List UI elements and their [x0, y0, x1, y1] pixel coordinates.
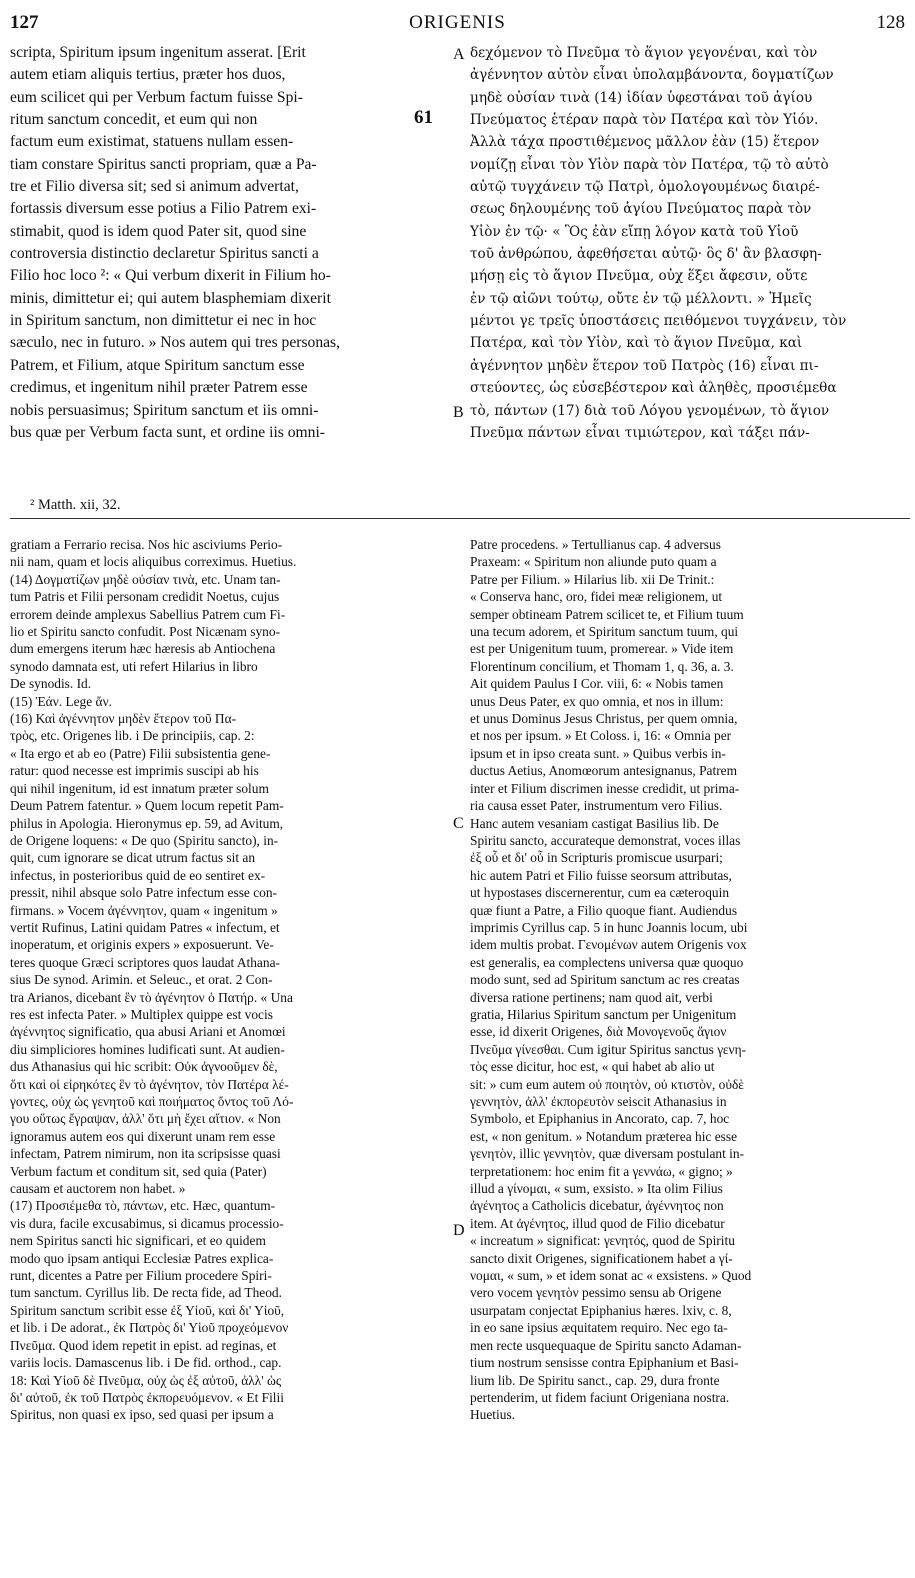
separator-rule	[10, 518, 910, 519]
note-line: modo quo ipsam antiqui Ecclesiæ Patres explica-	[10, 1250, 274, 1266]
latin-text-line: stimabit, quod is idem quod Pater sit, quod sine	[10, 222, 307, 240]
note-line: Patre per Filium. » Hilarius lib. xii De Trinit.:	[470, 571, 715, 587]
note-line: illud a γίνομαι, « sum, exsisto. » Ita olim Filius	[470, 1181, 723, 1197]
notes-right-column	[470, 536, 906, 1424]
latin-text-line: nobis persuasimus; Spiritum sanctum et iis omni-	[10, 401, 319, 419]
note-line: unus Deus Pater, ex quo omnia, et nos in illum:	[470, 693, 724, 709]
margin-marker-c: C	[453, 815, 464, 832]
note-line: gratia, Hilarius Spiritum sanctum per Unigenitum	[470, 1006, 737, 1022]
latin-text-line: tiam constare Spiritus sancti propriam, quæ a Pa-	[10, 155, 317, 173]
note-line: item. At ἀγένητος, illud quod de Filio dicebatur	[470, 1215, 725, 1231]
latin-text-line: ritum sanctum concedit, et eum qui non	[10, 111, 258, 129]
note-line: sius De synod. Arimin. et Seleuc., et orat. 2 Con-	[10, 972, 273, 988]
note-line: Ait quidem Paulus I Cor. viii, 6: « Nobis tamen	[470, 676, 724, 692]
note-line: pressit, nihil absque solo Patre infectum esse con-	[10, 885, 278, 901]
note-line: τρὸς, etc. Origenes lib. i De principiis, cap. 2:	[10, 728, 255, 744]
note-line: infectam, Patrem nimirum, non ita scripsisse quasi	[10, 1146, 281, 1162]
note-line: vis dura, facile excusabimus, si dicamus processio-	[10, 1215, 284, 1231]
footnote: ² Matth. xii, 32.	[30, 497, 121, 513]
latin-text-line: fortassis diversum esse potius a Filio Patrem exi-	[10, 200, 317, 218]
note-line: inoperatum, et originis expers » exposuerunt. Ve-	[10, 937, 274, 953]
note-line: terpretationem: hoc enim fit a γεννάω, « gigno; »	[470, 1163, 733, 1179]
greek-text-line: νομίζῃ εἶναι τὸν Υἱὸν παρὰ τὸν Πατέρα, τῷ τὸ αὐτὸ	[470, 156, 829, 173]
note-line: nem Spiritus sancti hic significari, et eo quidem	[10, 1233, 266, 1249]
note-line: Spiritu sancto, accurateque demonstrat, voces illas	[470, 832, 741, 848]
page-number-left: 127	[10, 12, 39, 33]
latin-text-line: eum scilicet qui per Verbum factum fuisse Spi-	[10, 88, 303, 106]
note-line: Verbum factum et conditum sit, sed quia (Pater)	[10, 1163, 267, 1179]
note-line: ἀγέννητος significatio, qua abusi Ariani et Anomœi	[10, 1024, 286, 1040]
note-line: Huetius.	[470, 1407, 516, 1423]
note-line: « Conserva hanc, oro, fidei meæ religionem, ut	[470, 589, 723, 605]
note-line: causam et auctorem non habet. »	[10, 1181, 186, 1197]
running-title: ORIGENIS	[409, 12, 506, 33]
latin-text-line: tre et Filio diversa sit; sed si animum advertat,	[10, 178, 299, 196]
note-line: τὸς esse dicitur, hoc est, « qui habet ab alio ut	[470, 1059, 715, 1075]
greek-text-line: στεύοντες, ὡς εὐσεβέστερον καὶ ἀληθὲς, προσιέμεθα	[470, 380, 837, 397]
latin-text-line: controversia distinctio declaretur Spiritus sancti a	[10, 245, 319, 263]
note-line: est, « non genitum. » Notandum præterea hic esse	[470, 1128, 738, 1144]
note-line: et unus Dominus Jesus Christus, per quem omnia,	[470, 711, 738, 727]
note-line: γοντες, οὐχ ὡς γενητοῦ καὶ ποιήματος ὄντος τοῦ Λό-	[10, 1094, 294, 1109]
note-line: idem multis probat. Γενομένων autem Origenis vox	[470, 937, 747, 953]
greek-text-line: αὐτῷ τυγχάνειν τῷ Πατρὶ, ὁμολογουμένως διαιρέ-	[470, 179, 820, 196]
notes-left-column	[10, 536, 446, 1424]
note-line: sit: » cum eum autem οὐ ποιητὸν, οὐ κτιστὸν, οὐδὲ	[470, 1076, 744, 1092]
note-line: usurpatam conjectat Epiphanius hæres. lxiv, c. 8,	[470, 1302, 732, 1318]
note-line: tra Arianos, dicebant ἓν τὸ ἀγένητον ὁ Πατήρ. « Una	[10, 989, 293, 1005]
note-line: esse, id dixerit Origenes, διὰ Μονογενοῦς ἅγιον	[470, 1024, 727, 1040]
margin-marker-d: D	[453, 1222, 465, 1239]
latin-text-line: bus quæ per Verbum facta sunt, et ordine iis omni-	[10, 423, 325, 441]
note-line: synodo damnata est, uti refert Hilarius in libro	[10, 658, 258, 674]
latin-text-line: autem etiam aliquis tertius, præter hos duos,	[10, 66, 286, 84]
note-line: qui nihil ingenitum, id est innatum præter solum	[10, 780, 269, 796]
note-line: (16) Καὶ ἀγέννητον μηδὲν ἕτερον τοῦ Πα-	[10, 711, 237, 727]
latin-text-line: scripta, Spiritum ipsum ingenitum asserat. [Erit	[10, 44, 306, 61]
note-line: ria causa esset Pater, instrumentum vero Filius.	[470, 798, 723, 814]
note-line: quit, cum ignorare se dicat utrum factus sit an	[10, 850, 256, 866]
note-line: lium lib. De Spiritu sanct., cap. 29, dura fronte	[470, 1372, 720, 1388]
greek-text-line: μήσῃ εἰς τὸ ἅγιον Πνεῦμα, οὐχ ἕξει ἄφεσιν, οὔτε	[470, 268, 808, 285]
latin-text-line: Filio hoc loco ²: « Qui verbum dixerit in Filium ho-	[10, 267, 331, 285]
greek-text-line: σεως δηλουμένης τοῦ ἁγίου Πνεύματος παρὰ τὸν	[470, 201, 812, 218]
note-line: Deum Patrem fatentur. » Quem locum repetit Pam-	[10, 798, 284, 814]
note-line: sancto dixit Origenes, significationem habet a γί-	[470, 1250, 733, 1266]
note-line: Spiritus, non quasi ex ipso, sed quasi per ipsum a	[10, 1407, 274, 1423]
note-line: inter et Filium discrimen inesse credidit, ut prima-	[470, 780, 740, 796]
note-line: una tecum adorem, et Spiritum sanctum tuum, qui	[470, 624, 739, 640]
note-line: firmans. » Vocem ἀγέννητον, quam « ingenitum »	[10, 902, 278, 918]
note-line: gratiam a Ferrario recisa. Nos hic asciviums Perio-	[10, 537, 283, 552]
note-line: « Ita ergo et ab eo (Patre) Filii subsistentia gene-	[10, 745, 271, 761]
note-line: modo sunt, sed ad Spiritum sanctum ac res creatas	[470, 972, 740, 988]
note-line: Patre procedens. » Tertullianus cap. 4 adversus	[470, 537, 721, 552]
note-line: dus Athanasius qui hic scribit: Οὐκ ἀγνοοῦμεν δὲ,	[10, 1059, 278, 1075]
note-line: ductus Aetius, Anomœorum antesignanus, Patrem	[470, 763, 738, 779]
latin-text-line: in Spiritum sanctum, non dimittetur ei nec in hoc	[10, 312, 317, 330]
note-line: lio et Spiritu sancto confudit. Post Nicænam syno-	[10, 624, 281, 640]
note-line: 18: Καὶ Υἱοῦ δὲ Πνεῦμα, οὐχ ὡς ἐξ αὐτοῦ, ἀλλ' ὡς	[10, 1372, 282, 1388]
greek-text-line: μέντοι γε τρεῖς ὑποστάσεις πειθόμενοι τυγχάνειν, τὸν	[470, 313, 847, 330]
note-line: est per Unigenitum tuum, promerear. » Vide item	[470, 641, 734, 657]
greek-text-line: τὸ, πάντων (17) διὰ τοῦ Λόγου γενομένων, τὸ ἅγιον	[470, 402, 830, 419]
note-line: men recte usquequaque de Spiritu sancto Adaman-	[470, 1337, 742, 1353]
greek-text-line: δεχόμενον τὸ Πνεῦμα τὸ ἅγιον γεγονέναι, καὶ τὸν	[470, 45, 818, 61]
note-line: de Origene loquens: « De quo (Spiritu sancto), in-	[10, 832, 279, 848]
latin-text-line: credimus, et ingenitum nihil præter Patrem esse	[10, 379, 308, 397]
note-line: « increatum » significat: γενητός, quod de Spiritu	[470, 1233, 735, 1249]
latin-text-line: sæculo, nec in futuro. » Nos autem qui tres personas,	[10, 334, 341, 352]
note-line: Praxeam: « Spiritum non aliunde puto quam a	[470, 554, 717, 570]
note-line: (17) Προσιέμεθα τὸ, πάντων, etc. Hæc, quantum-	[10, 1198, 276, 1214]
note-line: philus in Apologia. Hieronymus ep. 59, ad Avitum,	[10, 815, 284, 831]
folio-marker: 61	[414, 107, 433, 128]
note-line: γου οὕτως ἔγραψαν, ἀλλ' ὅτι μὴ ἔχει αἴτιον. « Non	[10, 1111, 281, 1127]
greek-text-line: τοῦ ἀνθρώπου, ἀφεθήσεται αὐτῷ· ὃς δ' ἂν βλασφη-	[470, 246, 822, 263]
note-line: pertenderim, ut fidem faciunt Origeniana nostra.	[470, 1389, 730, 1405]
note-line: variis locis. Damascenus lib. i De fid. orthod., cap.	[10, 1355, 282, 1371]
note-line: in eo sane ipsius æquitatem requiro. Nec ego ta-	[470, 1320, 728, 1336]
greek-text-line: ἀγέννητον μηδὲν ἕτερον τοῦ Πατρὸς (16) εἶναι πι-	[470, 357, 819, 374]
latin-text-line: Patrem, et Filium, atque Spiritum sanctum esse	[10, 356, 305, 374]
note-line: infectus, in posterioribus quid de eo sentiret ex-	[10, 867, 266, 883]
greek-text-line: Πατέρα, καὶ τὸν Υἱὸν, καὶ τὸ ἅγιον Πνεῦμα, καὶ	[470, 335, 803, 352]
margin-marker-b: B	[453, 404, 464, 421]
note-line: Πνεῦμα γίνεσθαι. Cum igitur Spiritus sanctus γενη-	[470, 1041, 747, 1057]
note-line: vero vocem γενητὸν pessimo sensu ab Origene	[470, 1285, 722, 1301]
note-line: Florentinum concilium, et Thomam 1, q. 36, a. 3.	[470, 658, 734, 674]
note-line: Symbolo, et Epiphanius in Ancorato, cap. 7, hoc	[470, 1111, 730, 1127]
note-line: tum Patris et Filii personam credidit Noetus, cujus	[10, 589, 280, 605]
note-line: semper obtineam Patrem scilicet te, et Filium tuum	[470, 606, 744, 622]
note-line: ut hypostases discernerentur, cum ea cæteroquin	[470, 885, 730, 901]
running-header	[10, 12, 905, 38]
note-line: est generalis, ea complectens universa quæ quoquo	[470, 954, 744, 970]
note-line: Πνεῦμα. Quod idem repetit in epist. ad reginas, et	[10, 1337, 277, 1353]
note-line: νομαι, « sum, » et idem sonat ac « exsistens. » Quod	[470, 1268, 752, 1284]
note-line: δι' αὐτοῦ, ἐκ τοῦ Πατρὸς ἐκπορευόμενον. « Et Filii	[10, 1389, 284, 1405]
note-line: (14) Δογματίζων μηδὲ οὐσίαν τινὰ, etc. Unam tan-	[10, 571, 281, 587]
latin-text-line: factum eum existimat, statuens nullam essen-	[10, 133, 294, 151]
greek-text-line: Υἱὸν ἐν τῷ· « Ὃς ἐὰν εἴπῃ λόγον κατὰ τοῦ Υἱοῦ	[470, 223, 799, 240]
greek-text-line: Πνεύματος ἑτέραν παρὰ τὸν Πατέρα καὶ τὸν Υἱόν.	[470, 112, 819, 129]
note-line: γενητὸν, illic γεννητὸν, quæ diversam postulant in-	[470, 1146, 745, 1162]
latin-text-column	[10, 42, 450, 444]
note-line: (15) Ἐάν. Lege ἄν.	[10, 693, 112, 709]
note-line: ratur: quod necesse est imprimis suscipi ab his	[10, 763, 259, 779]
note-line: ignoramus autem eos qui dixerunt unam rem esse	[10, 1128, 276, 1144]
note-line: diversa ratione pertinens; nam quod ait, verbi	[470, 989, 713, 1005]
note-line: tum sanctum. Cyrillus lib. De recta fide, ad Theod.	[10, 1285, 282, 1301]
note-line: dum emergens iterum hæc hæresis ab Antiochena	[10, 641, 276, 657]
page-number-right: 128	[876, 12, 905, 33]
note-line: Spiritum sanctum scribit esse ἐξ Υἱοῦ, καὶ δι' Υἱοῦ,	[10, 1302, 285, 1318]
note-line: quæ fiunt a Patre, a Filio quoque fiant. Audiendus	[470, 902, 738, 918]
note-line: tium nostrum sensisse contra Epiphanium et Basi-	[470, 1355, 739, 1371]
note-line: et nos per ipsum. » Et Coloss. i, 16: « Omnia per	[470, 728, 732, 744]
note-line: ὅτι καὶ οἱ εἰρηκότες ἓν τὸ ἀγένητον, τὸν Πατέρα λέ-	[10, 1076, 289, 1092]
note-line: ἐξ οὗ et δι' οὗ in Scripturis promiscue usurpari;	[470, 850, 723, 866]
greek-text-line: μηδὲ οὐσίαν τινὰ (14) ἰδίαν ὑφεστάναι τοῦ ἁγίου	[470, 89, 813, 106]
note-line: hic autem Patri et Filio fuisse seorsum attributas,	[470, 867, 732, 883]
greek-text-column	[470, 42, 905, 444]
note-line: res est infecta Pater. » Multiplex quippe est vocis	[10, 1006, 273, 1022]
greek-text-line: ἀγέννητον αὐτὸν εἶναι ὑπολαμβάνοντα, δογματίζων	[470, 67, 834, 84]
note-line: γεννητὸν, ἀλλ' ἐκπορευτὸν seiscit Athanasius in	[470, 1094, 727, 1109]
note-line: ἀγένητος a Catholicis dicebatur, ἀγέννητος non	[470, 1198, 724, 1214]
note-line: errorem deinde amplexus Sabellius Patrem cum Fi-	[10, 606, 286, 622]
note-line: ipsum et in ipso creata sunt. » Quibus verbis in-	[470, 745, 726, 761]
note-line: teres quoque Græci scriptores quos laudat Athana-	[10, 954, 280, 970]
note-line: diu simpliciores homines ludificati sunt. At audien-	[10, 1041, 285, 1057]
note-line: nii nam, quam et locis aliquibus correximus. Huetius.	[10, 554, 297, 570]
note-line: runt, dicentes a Patre per Filium procedere Spiri-	[10, 1268, 272, 1284]
greek-text-line: Πνεῦμα πάντων εἶναι τιμιώτερον, καὶ τάξει πάν-	[470, 424, 810, 441]
note-line: vertit Rufinus, Latini quidam Patres « infectum, et	[10, 919, 280, 935]
greek-text-line: ἐν τῷ αἰῶνι τούτῳ, οὔτε ἐν τῷ μέλλοντι. » Ἡμεῖς	[470, 290, 812, 307]
margin-marker-a: A	[453, 46, 465, 63]
note-line: Hanc autem vesaniam castigat Basilius lib. De	[470, 815, 719, 831]
note-line: et lib. i De adorat., ἐκ Πατρὸς δι' Υἱοῦ προχεόμενον	[10, 1320, 289, 1336]
note-line: imprimis Cyrillus cap. 5 in hunc Joannis locum, ubi	[470, 919, 748, 935]
latin-text-line: minis, dimittetur ei; qui autem blasphemiam dixerit	[10, 289, 331, 307]
note-line: De synodis. Id.	[10, 676, 92, 692]
greek-text-line: Ἀλλὰ τάχα προστιθέμενος μᾶλλον ἐὰν (15) ἕτερον	[470, 134, 820, 151]
